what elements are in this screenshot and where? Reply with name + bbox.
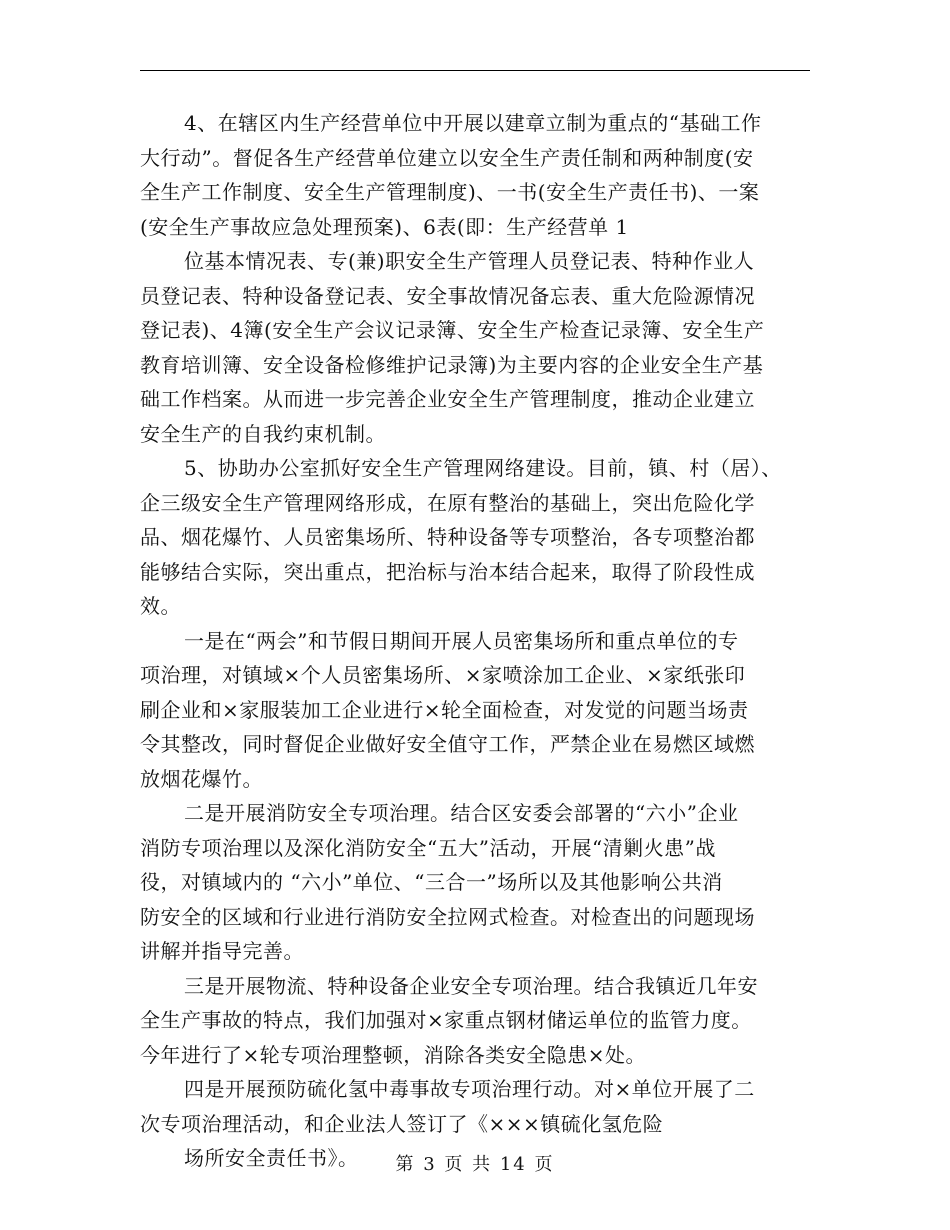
text-line: 础工作档案。从而进一步完善企业安全生产管理制度，推动企业建立 (140, 387, 755, 411)
text-line: 令其整改，同时督促企业做好安全值守工作，严禁企业在易燃区域燃 (140, 732, 755, 756)
text-line: 全生产工作制度、安全生产管理制度)、一书(安全生产责任书)、一案 (140, 180, 760, 204)
text-line: 防安全的区域和行业进行消防安全拉网式检查。对检查出的问题现场 (140, 904, 755, 929)
text-line: 能够结合实际，突出重点，把治标与治本结合起来，取得了阶段性成 (140, 559, 755, 584)
text-line: 企三级安全生产管理网络形成，在原有整治的基础上，突出危险化学 (140, 490, 755, 515)
page-footer: 第 3 页 共 14 页 (395, 1154, 555, 1175)
text-line: 消防专项治理以及深化消防安全“五大”活动，开展“清剿火患”战 (140, 835, 716, 860)
text-line: 刷企业和×家服装加工企业进行×轮全面检查，对发觉的问题当场责 (140, 697, 749, 722)
text-line: 效。 (140, 594, 181, 618)
document-body (140, 106, 830, 1176)
text-line: 次专项治理活动，和企业法人签订了《×××镇硫化氢危险 (140, 1111, 664, 1136)
text-line: 场所安全责任书》。 (184, 1146, 359, 1170)
text-line: 役，对镇域内的 “六小”单位、“三合一”场所以及其他影响公共消 (140, 870, 723, 894)
text-line: 登记表)、4簿(安全生产会议记录簿、安全生产检查记录簿、安全生产 (140, 318, 765, 342)
text-line: 员登记表、特种设备登记表、安全事故情况备忘表、重大危险源情况 (140, 283, 755, 308)
text-line: 位基本情况表、专(兼)职安全生产管理人员登记表、特种作业人 (184, 249, 755, 273)
text-line: 四是开展预防硫化氢中毒事故专项治理行动。对×单位开展了二 (184, 1077, 755, 1101)
text-line: 讲解并指导完善。 (140, 939, 304, 963)
text-line: 放烟花爆竹。 (140, 766, 263, 791)
text-line: 二是开展消防安全专项治理。结合区安委会部署的“六小”企业 (184, 801, 739, 825)
text-line: 一是在“两会”和节假日期间开展人员密集场所和重点单位的专 (184, 628, 739, 653)
text-line: 大行动”。督促各生产经营单位建立以安全生产责任制和两种制度(安 (140, 145, 754, 170)
text-line: 项治理，对镇域×个人员密集场所、×家喷涂加工企业、×家纸张印 (140, 663, 746, 687)
text-line: 4、在辖区内生产经营单位中开展以建章立制为重点的“基础工作 (184, 111, 762, 135)
text-line: 三是开展物流、特种设备企业安全专项治理。结合我镇近几年安 (184, 973, 758, 998)
text-line: 5、协助办公室抓好安全生产管理网络建设。目前，镇、村（居）、 (184, 456, 782, 480)
text-line: (安全生产事故应急处理预案)、6表(即：生产经营单 1 (140, 214, 629, 239)
text-line: 安全生产的自我约束机制。 (140, 421, 386, 446)
text-line: 品、烟花爆竹、人员密集场所、特种设备等专项整治，各专项整治都 (140, 525, 755, 549)
text-line: 全生产事故的特点，我们加强对×家重点钢材储运单位的监管力度。 (140, 1008, 752, 1032)
header-rule (140, 70, 810, 71)
text-line: 今年进行了×轮专项治理整顿，消除各类安全隐患×处。 (140, 1042, 647, 1067)
text-line: 教育培训簿、安全设备检修维护记录簿)为主要内容的企业安全生产基 (140, 352, 764, 377)
